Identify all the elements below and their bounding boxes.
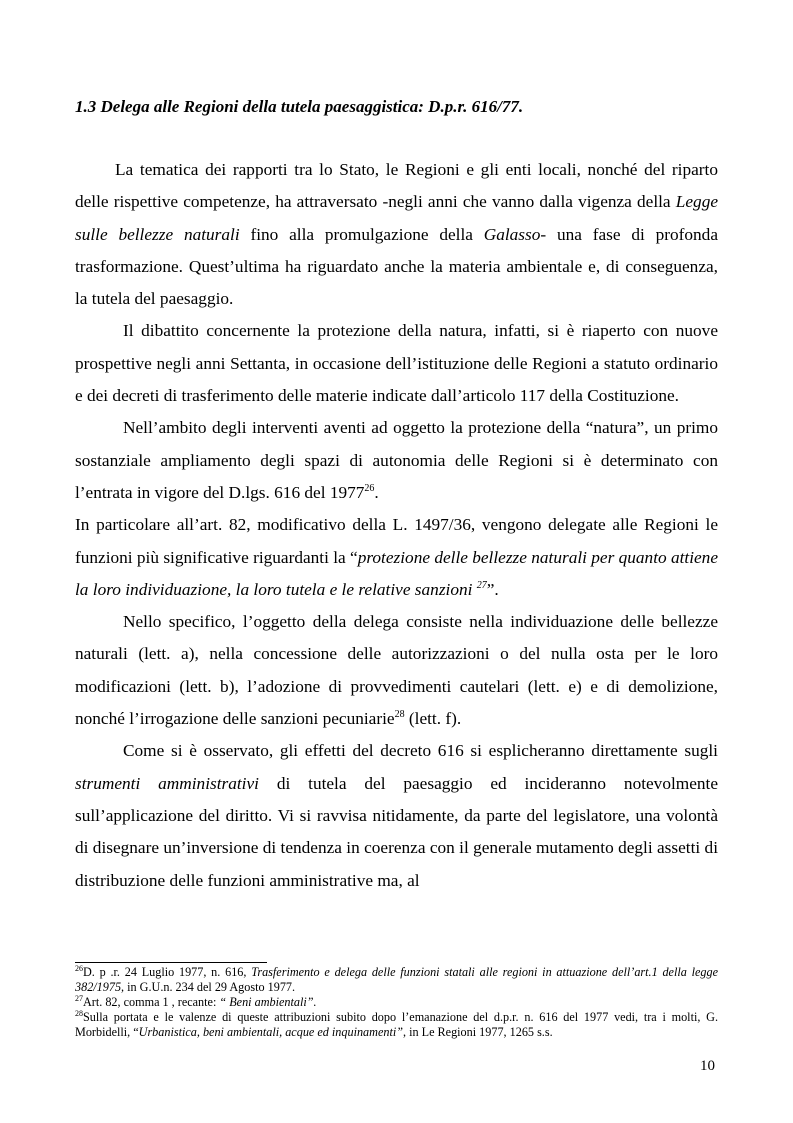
- footnote-28: $^{28}$Sulla portata e le valenze di queste attribuzioni subito dopo l’emanazione del d.p.r. n. 616 del 1977 vedi, tra i molti, G. Morbidelli, “Urbanistica, beni ambientali, acque ed inquinamenti”, in Le Regioni 1977, 1265 s.s.: [75, 1009, 718, 1040]
- footnote-26: $^{26}$D. p .r. 24 Luglio 1977, n. 616, Trasferimento e delega delle funzioni statali alle regioni in attuazione dell’art.1 della legge 382/1975, in G.U.n. 234 del 29 Agosto 1977.: [75, 964, 718, 995]
- paragraph-4: In particolare all’art. 82, modificativo della L. 1497/36, vengono delegate alle Regioni le funzioni più significative riguardanti la “protezione delle bellezze naturali per quanto attiene la loro individuazione, la loro tutela e le relative sanzioni $^{27}$”.: [75, 515, 718, 599]
- paragraph-3: Nell’ambito degli interventi aventi ad oggetto la protezione della “natura”, un primo sostanziale ampliamento degli spazi di autonomia delle Regioni si è determinato con l’entrata in vigore del D.lgs. 616 del 1977$^{26}$.: [75, 418, 718, 502]
- footnote-separator: [75, 962, 267, 963]
- footnote-ref-27: 27: [476, 579, 487, 591]
- italic-term: strumenti amministrativi: [75, 773, 259, 793]
- footnote-ref-28: 28: [394, 709, 405, 721]
- italic-quote: protezione delle bellezze naturali per quanto attiene la loro individuazione, la loro tutela e le relative sanzioni $^{27}$: [75, 547, 718, 599]
- paragraph-1: La tematica dei rapporti tra lo Stato, le Regioni e gli enti locali, nonché del riparto delle rispettive competenze, ha attraversato -negli anni che vanno dalla vigenza della Legge sulle bellezze naturali fino alla promulgazione della Galasso- una fase di profonda trasformazione. Quest’ultima ha riguardato anche la materia ambientale e, di conseguenza, la tutela del paesaggio.: [75, 160, 718, 309]
- paragraph-2: Il dibattito concernente la protezione della natura, infatti, si è riaperto con nuove prospettive negli anni Settanta, in occasione dell’istituzione delle Regioni a statuto ordinario e dei decreti di trasferimento delle materie indicate dall’articolo 117 della Costituzione.: [75, 321, 718, 406]
- footnote-27: $^{27}$Art. 82, comma 1 , recante: “ Beni ambientali”.: [75, 994, 317, 1010]
- footnotes: [75, 965, 718, 1040]
- italic-term: Legge sulle bellezze naturali: [75, 192, 718, 244]
- body-text: [75, 154, 718, 897]
- italic-term: Galasso: [483, 224, 541, 244]
- section-heading: 1.3 Delega alle Regioni della tutela paesaggistica: D.p.r. 616/77.: [75, 97, 524, 116]
- paragraph-5: Nello specifico, l’oggetto della delega consiste nella individuazione delle bellezze naturali (lett. a), nella concessione delle autorizzazioni o del nulla osta per le loro modificazioni (lett. b), l’adozione di provvedimenti cautelari (lett. e) e di demolizione, nonché l’irrogazione delle sanzioni pecuniarie$^{28}$ (lett. f).: [75, 612, 718, 729]
- page-number: 10: [700, 1058, 715, 1074]
- footnote-ref-26: 26: [364, 482, 375, 494]
- paragraph-6: Come si è osservato, gli effetti del decreto 616 si esplicheranno direttamente sugli strumenti amministrativi di tutela del paesaggio ed incideranno notevolmente sull’applicazione del diritto. Vi si ravvisa nitidamente, da parte del legislatore, una volontà di disegnare un’inversione di tendenza in coerenza con il generale mutamento degli assetti di distribuzione delle funzioni amministrative ma, al: [75, 741, 718, 890]
